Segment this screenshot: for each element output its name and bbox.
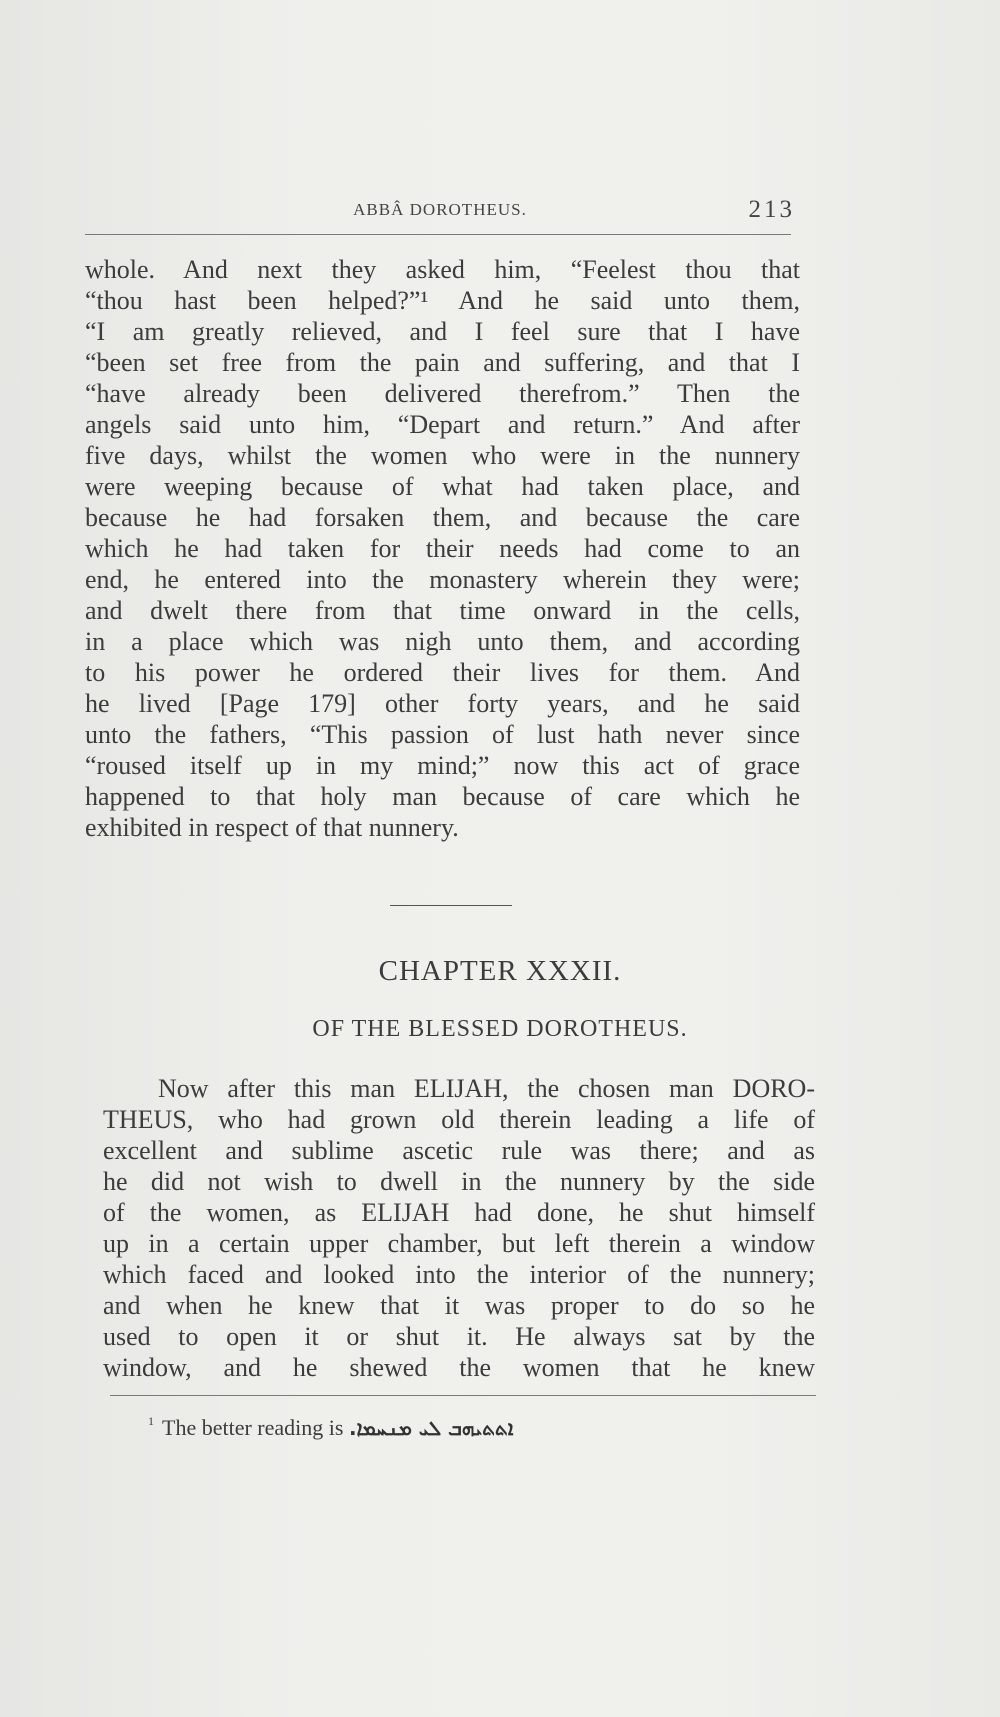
- text-line: happened to that holy man because of care which he: [85, 782, 800, 811]
- text-line: excellent and sublime ascetic rule was there; and as: [103, 1136, 815, 1165]
- running-header: [85, 196, 795, 230]
- text-line: “I am greatly relieved, and I feel sure that I have: [85, 317, 800, 346]
- text-line: were weeping because of what had taken place, and: [85, 472, 800, 501]
- syriac-text: ܐܬܬܝܗܒ ܠܝ ܡܢܚܡܐ.: [348, 1416, 514, 1440]
- header-rule: [85, 234, 791, 235]
- text-line: window, and he shewed the women that he knew: [103, 1353, 815, 1382]
- running-title: ABBÂ DOROTHEUS.: [353, 200, 527, 219]
- text-line: he did not wish to dwell in the nunnery by the side: [103, 1167, 815, 1196]
- page-number: 213: [748, 196, 795, 223]
- text-line: because he had forsaken them, and because the care: [85, 503, 800, 532]
- text-line: and when he knew that it was proper to do so he: [103, 1291, 815, 1320]
- paragraph-chapter-start: [103, 1073, 815, 1383]
- paragraph-continued: [85, 254, 800, 843]
- text-line: THEUS, who had grown old therein leading a life of: [103, 1105, 815, 1134]
- text-line: in a place which was nigh unto them, and according: [85, 627, 800, 656]
- text-line: angels said unto him, “Depart and return.” And after: [85, 410, 800, 439]
- footnote: [148, 1414, 513, 1441]
- text-line: up in a certain upper chamber, but left therein a window: [103, 1229, 815, 1258]
- text-line: unto the fathers, “This passion of lust hath never since: [85, 720, 800, 749]
- text-line: which faced and looked into the interior of the nunnery;: [103, 1260, 815, 1289]
- footnote-text: The better reading is: [162, 1415, 344, 1440]
- footnote-rule: [110, 1395, 816, 1396]
- text-line: used to open it or shut it. He always sat by the: [103, 1322, 815, 1351]
- text-line: five days, whilst the women who were in the nunnery: [85, 441, 800, 470]
- text-line: and dwelt there from that time onward in the cells,: [85, 596, 800, 625]
- text-line: exhibited in respect of that nunnery.: [85, 813, 459, 842]
- text-line: “thou hast been helped?”¹ And he said unto them,: [85, 286, 800, 315]
- text-line: “roused itself up in my mind;” now this act of grace: [85, 751, 800, 780]
- section-divider: [390, 905, 512, 906]
- text-line: of the women, as ELIJAH had done, he shut himself: [103, 1198, 815, 1227]
- chapter-subtitle: OF THE BLESSED DOROTHEUS.: [312, 1016, 688, 1042]
- text-line: to his power he ordered their lives for them. And: [85, 658, 800, 687]
- text-line: “been set free from the pain and suffering, and that I: [85, 348, 800, 377]
- text-line: which he had taken for their needs had come to an: [85, 534, 800, 563]
- text-line: whole. And next they asked him, “Feelest thou that: [85, 255, 800, 284]
- footnote-marker: 1: [148, 1414, 154, 1428]
- text-line: end, he entered into the monastery wherein they were;: [85, 565, 800, 594]
- text-line: he lived [Page 179] other forty years, and he said: [85, 689, 800, 718]
- text-line: Now after this man ELIJAH, the chosen man DORO-: [158, 1074, 815, 1103]
- text-line: “have already been delivered therefrom.” Then the: [85, 379, 800, 408]
- chapter-heading: CHAPTER XXXII.: [378, 955, 622, 987]
